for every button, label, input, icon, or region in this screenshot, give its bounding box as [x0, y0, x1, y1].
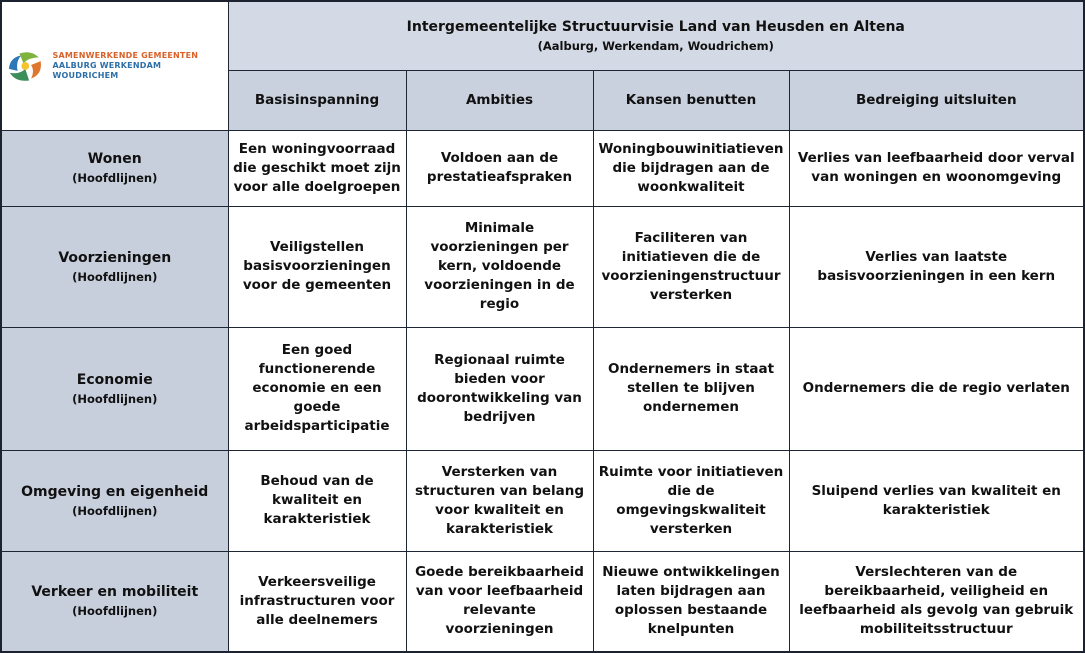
column-header-basisinspanning: Basisinspanning — [228, 70, 406, 130]
table-cell: Een goed functionerende economie en een goede arbeidsparticipatie — [228, 327, 406, 450]
table-cell: Behoud van de kwaliteit en karakteristiek — [228, 450, 406, 551]
table-title: Intergemeentelijke Structuurvisie Land van Heusden en Altena — [406, 18, 905, 35]
column-header-ambities: Ambities — [406, 70, 593, 130]
table-cell: Minimale voorzieningen per kern, voldoende voorzieningen in de regio — [406, 206, 593, 327]
column-header-bedreiging-uitsluiten: Bedreiging uitsluiten — [789, 70, 1084, 130]
row-label: Verkeer en mobiliteit — [31, 584, 199, 601]
table-row-voorzieningen — [1, 206, 1084, 327]
column-header-kansen-benutten: Kansen benutten — [593, 70, 789, 130]
row-sublabel: (Hoofdlijnen) — [72, 171, 158, 185]
table-cell: Versterken van structuren van belang voor kwaliteit en karakteristiek — [406, 450, 593, 551]
logo-cell — [1, 1, 228, 130]
table-cell: Faciliteren van initiatieven die de voorzieningenstructuur versterken — [593, 206, 789, 327]
table-cell: Goede bereikbaarheid van voor leefbaarheid relevante voorzieningen — [406, 551, 593, 652]
table-subtitle: (Aalburg, Werkendam, Woudrichem) — [537, 38, 774, 53]
logo-line-1: SAMENWERKENDE GEMEENTEN — [52, 50, 199, 60]
logo-line-2: AALBURG WERKENDAM WOUDRICHEM — [52, 60, 162, 80]
table-cell: Verlies van leefbaarheid door verval van woningen en woonomgeving — [789, 130, 1084, 206]
table-cell: Ondernemers in staat stellen te blijven ondernemen — [593, 327, 789, 450]
table-row-verkeer-en-mobiliteit — [1, 551, 1084, 652]
table-title-cell — [228, 1, 1084, 70]
table-cell: Ruimte voor initiatieven die de omgevingskwaliteit versterken — [593, 450, 789, 551]
table-cell: Verslechteren van de bereikbaarheid, veiligheid en leefbaarheid als gevolg van gebruik mobiliteitsstructuur — [789, 551, 1084, 652]
row-label: Voorzieningen — [58, 249, 172, 266]
table-cell: Voldoen aan de prestatieafspraken — [406, 130, 593, 206]
table-cell: Nieuwe ontwikkelingen laten bijdragen aan oplossen bestaande knelpunten — [593, 551, 789, 652]
row-sublabel: (Hoofdlijnen) — [72, 604, 158, 619]
row-label: Omgeving en eigenheid — [21, 483, 209, 500]
logo-emblem-icon — [6, 49, 45, 83]
table-cell: Sluipend verlies van kwaliteit en karakteristiek — [789, 450, 1084, 551]
table-cell: Verkeersveilige infrastructuren voor alle deelnemers — [228, 551, 406, 652]
table-cell: Regionaal ruimte bieden voor doorontwikkeling van bedrijven — [406, 327, 593, 450]
row-sublabel: (Hoofdlijnen) — [72, 391, 158, 406]
row-header-omgeving-en-eigenheid — [1, 450, 228, 551]
row-sublabel: (Hoofdlijnen) — [72, 503, 158, 518]
table-cell: Ondernemers die de regio verlaten — [789, 327, 1084, 450]
row-label: Wonen — [87, 151, 142, 167]
table-row-wonen — [1, 130, 1084, 206]
row-header-economie — [1, 327, 228, 450]
row-header-voorzieningen — [1, 206, 228, 327]
row-label: Economie — [76, 371, 153, 388]
table-cell: Veiligstellen basisvoorzieningen voor de gemeenten — [228, 206, 406, 327]
table-cell: Een woningvoorraad die geschikt moet zijn voor alle doelgroepen — [228, 130, 406, 206]
table-cell: Woningbouwinitiatieven die bijdragen aan de woonkwaliteit — [593, 130, 789, 206]
table-row-omgeving-en-eigenheid — [1, 450, 1084, 551]
logo — [6, 49, 224, 83]
row-header-wonen — [1, 130, 228, 206]
row-sublabel: (Hoofdlijnen) — [72, 269, 158, 284]
logo-text — [53, 51, 224, 81]
table-cell: Verlies van laatste basisvoorzieningen in een kern — [789, 206, 1084, 327]
table-row-economie — [1, 327, 1084, 450]
row-header-verkeer-en-mobiliteit — [1, 551, 228, 652]
